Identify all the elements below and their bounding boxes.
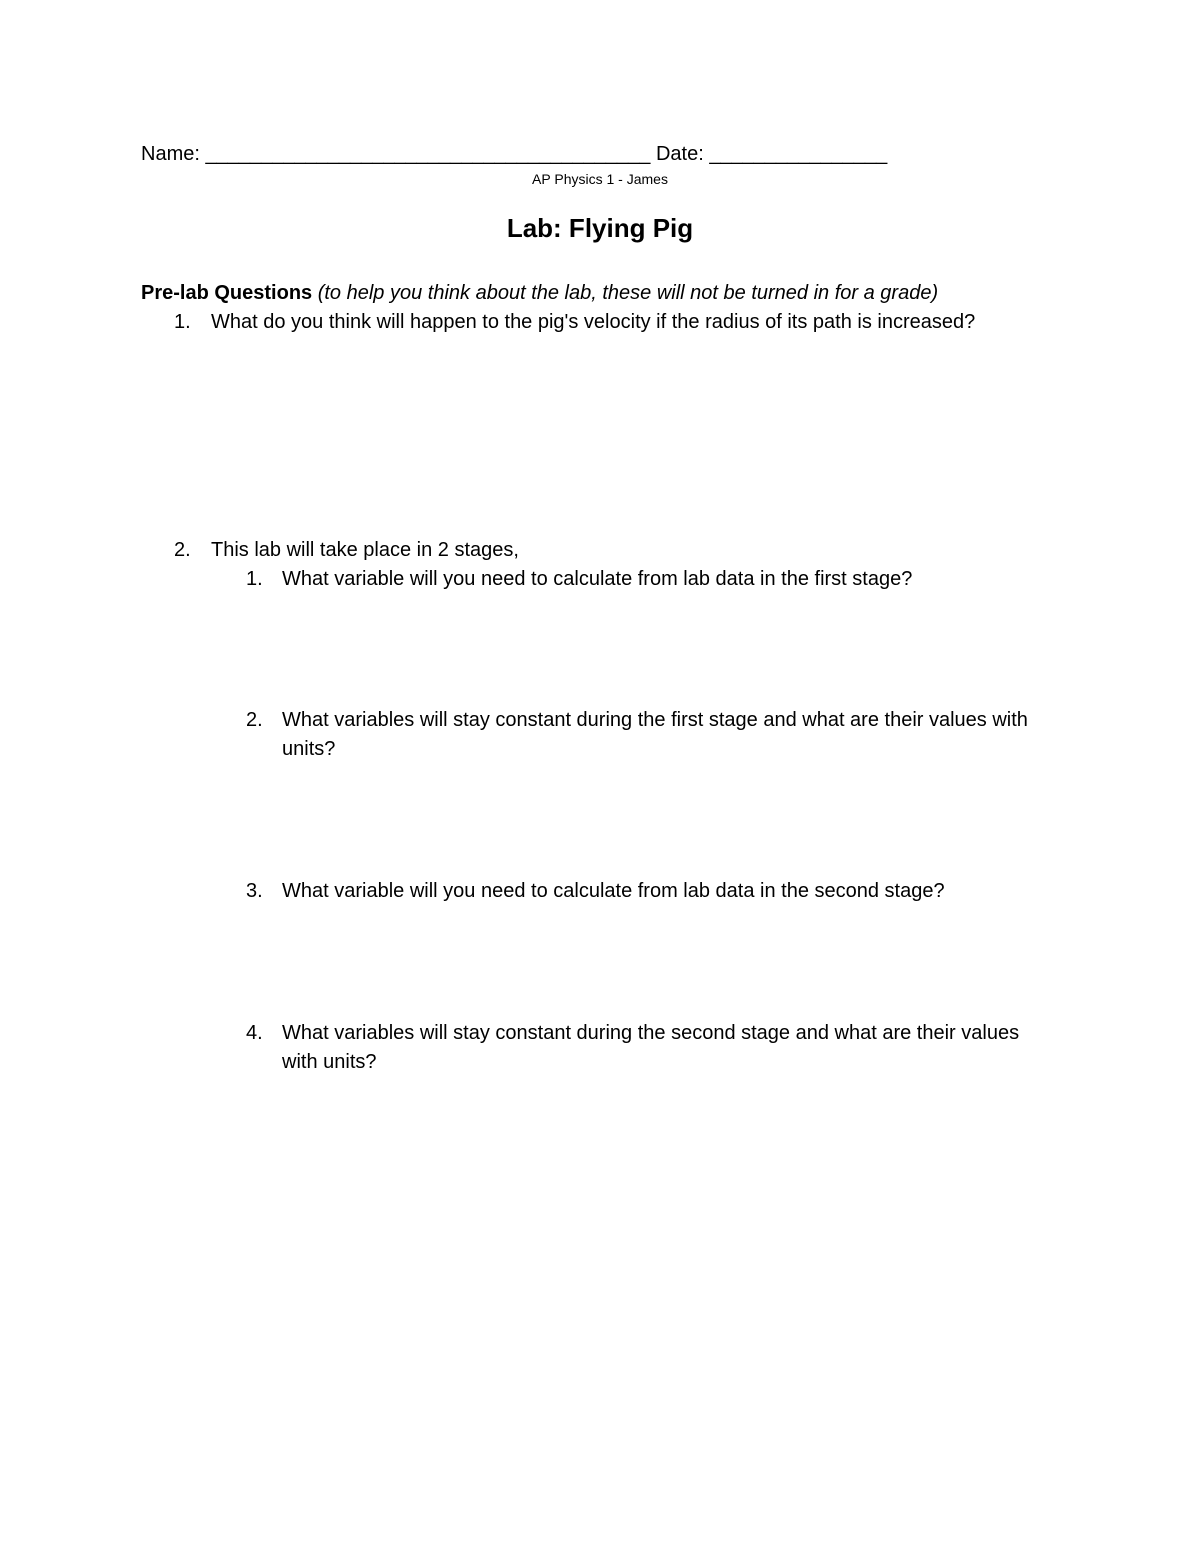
subquestion-number: 4. [246,1022,263,1044]
name-date-line [141,141,887,167]
subquestion-number: 3. [246,880,263,902]
course-subtitle: AP Physics 1 - James [532,171,668,187]
subquestion-number: 1. [246,568,263,590]
prelab-note: (to help you think about the lab, these will not be turned in for a grade) [317,282,939,304]
question-text: What do you think will happen to the pig's velocity if the radius of its path is increased? [211,311,976,333]
page-title: Lab: Flying Pig [506,213,694,243]
question-number: 2. [174,539,191,561]
subquestion-number: 2. [246,709,263,731]
subquestion-text: What variable will you need to calculate from lab data in the second stage? [282,880,945,902]
name-field[interactable]: Name: ________________________________________ [141,143,651,165]
date-field[interactable]: Date: ________________ [655,143,888,165]
prelab-heading-line [141,280,938,306]
prelab-heading: Pre-lab Questions [141,282,313,304]
subquestion-text: What variables will stay constant during the second stage and what are their values with units? [282,1022,1020,1073]
subquestion-text: What variable will you need to calculate from lab data in the first stage? [282,568,913,590]
question-text: This lab will take place in 2 stages, [211,539,519,561]
subquestion-text: What variables will stay constant during the first stage and what are their values with units? [282,709,1028,760]
question-number: 1. [174,311,191,333]
